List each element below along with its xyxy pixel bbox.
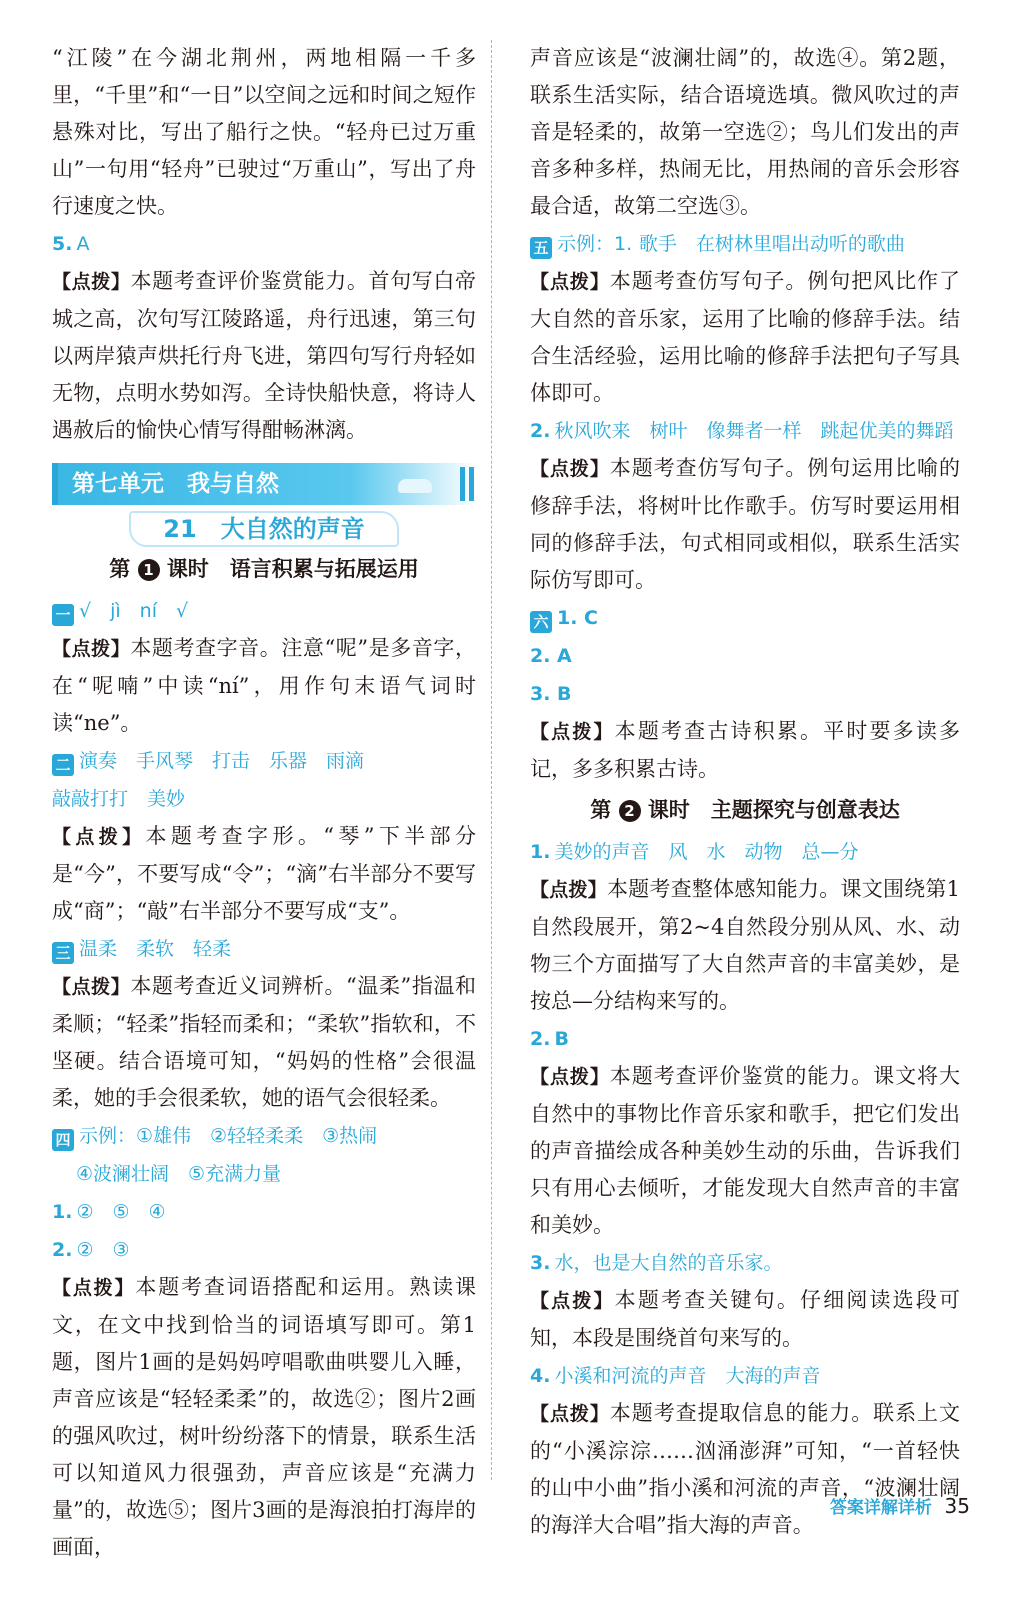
car-icon <box>398 479 432 493</box>
answer-line: 3. 水，也是大自然的音乐家。 <box>530 1252 783 1274</box>
page-number: 35 <box>944 1494 970 1518</box>
banner-bars-decoration <box>456 467 474 515</box>
paragraph: “江陵”在今湖北荆州，两地相隔一千多里，“千里”和“一日”以空间之远和时间之短作悬殊对比，写出了船行之快。“轻舟已过万重山”一句用“轻舟”已驶过“万重山”，写出了舟行速度之快。 <box>52 46 476 218</box>
tip-paragraph: 【点拨】本题考查近义词辨析。“温柔”指温和柔顺；“轻柔”指轻而柔和；“柔软”指软和，不坚硬。结合语境可知，“妈妈的性格”会很温柔，她的手会很柔软，她的语气会很轻柔。 <box>52 974 476 1110</box>
tip-paragraph: 【点拨】本题考查古诗积累。平时要多读多记，多多积累古诗。 <box>530 719 960 781</box>
section-badge: 二 <box>52 754 74 776</box>
lesson-title: 21 大自然的声音 <box>129 511 399 547</box>
answer-line: ④波澜壮阔 ⑤充满力量 <box>76 1163 282 1185</box>
answer-line: 4. 小溪和河流的声音 大海的声音 <box>530 1365 821 1387</box>
section-badge: 四 <box>52 1129 74 1151</box>
section-badge: 一 <box>52 604 74 626</box>
section-badge: 三 <box>52 942 74 964</box>
tip-paragraph: 【点拨】本题考查整体感知能力。课文围绕第1自然段展开，第2~4自然段分别从风、水、动物三个方面描写了大自然声音的丰富美妙，是按总—分结构来写的。 <box>530 877 960 1013</box>
tip-paragraph: 【点拨】本题考查仿写句子。例句把风比作了大自然的音乐家，运用了比喻的修辞手法。结合生活经验，运用比喻的修辞手法把句子写具体即可。 <box>530 269 960 405</box>
answer-line: 1. ② ⑤ ④ <box>52 1201 166 1223</box>
tip-paragraph: 【点拨】本题考查字音。注意“呢”是多音字，在“呢喃”中读“ní”，用作句末语气词时读“ne”。 <box>52 636 476 735</box>
period-title: 第 1 课时 语言积累与拓展运用 <box>109 557 419 581</box>
tip-paragraph: 【点拨】本题考查评价鉴赏能力。首句写白帝城之高，次句写江陵路遥，舟行迅速，第三句以两岸猿声烘托行舟飞进，第四句写行舟轻如无物，点明水势如泻。全诗快船快意，将诗人遇赦后的愉快心情写得酣畅淋漓。 <box>52 269 476 442</box>
answer-line: 四 示例：①雄伟 ②轻轻柔柔 ③热闹 <box>52 1117 476 1155</box>
column-divider <box>491 40 492 1480</box>
right-column <box>530 40 960 1544</box>
section-badge: 六 <box>530 611 552 633</box>
answer-line: 1. 美妙的声音 风 水 动物 总—分 <box>530 841 859 863</box>
answer-line: 五 示例：1. 歌手 在树林里唱出动听的歌曲 <box>530 225 960 263</box>
answer-line: 三 温柔 柔软 轻柔 <box>52 930 476 968</box>
answer-line: 3. B <box>530 683 572 705</box>
answer-line: 2. B <box>530 1028 569 1050</box>
left-column <box>52 40 476 1566</box>
paragraph: 声音应该是“波澜壮阔”的，故选④。第2题，联系生活实际，结合语境选填。微风吹过的声音是轻柔的，故第一空选②；鸟儿们发出的声音多种多样，热闹无比，用热闹的音乐会形容最合适，故第二空选③。 <box>530 46 960 218</box>
page-footer <box>830 1488 970 1524</box>
answer-line: 敲敲打打 美妙 <box>52 788 186 810</box>
footer-label: 答案详解详析 <box>829 1498 932 1518</box>
answer-line: 2. 秋风吹来 树叶 像舞者一样 跳起优美的舞蹈 <box>530 420 954 442</box>
period-number-badge: 2 <box>619 800 641 822</box>
section-badge: 五 <box>530 237 552 259</box>
unit-banner: 第七单元 我与自然 <box>52 463 476 505</box>
tip-paragraph: 【点拨】本题考查字形。“琴”下半部分是“今”，不要写成“令”；“滴”右半部分不要写成“商”；“敲”右半部分不要写成“支”。 <box>52 824 476 923</box>
answer-line: 六 1. C <box>530 599 960 637</box>
answer-line: 2. A <box>530 645 572 667</box>
answer-line: 二 演奏 手风琴 打击 乐器 雨滴 <box>52 742 476 780</box>
tip-paragraph: 【点拨】本题考查词语搭配和运用。熟读课文，在文中找到恰当的词语填写即可。第1题，图片1画的是妈妈哼唱歌曲哄婴儿入睡，声音应该是“轻轻柔柔”的，故选②；图片2画的强风吹过，树叶纷纷落下的情景，联系生活可以知道风力很强劲，声音应该是“充满力量”的，故选⑤；图片3画的是海浪拍打海岸的画面， <box>52 1275 476 1559</box>
period-number-badge: 1 <box>138 559 160 581</box>
answer-line: 一 √ jì ní √ <box>52 592 476 630</box>
answer-line: 5. A <box>52 233 90 255</box>
answer-line: 2. ② ③ <box>52 1239 130 1261</box>
period-title: 第 2 课时 主题探究与创意表达 <box>590 798 900 822</box>
tip-paragraph: 【点拨】本题考查关键句。仔细阅读选段可知，本段是围绕首句来写的。 <box>530 1288 960 1350</box>
tip-paragraph: 【点拨】本题考查仿写句子。例句运用比喻的修辞手法，将树叶比作歌手。仿写时要运用相同的修辞手法，句式相同或相似，联系生活实际仿写即可。 <box>530 456 960 592</box>
tip-paragraph: 【点拨】本题考查提取信息的能力。联系上文的“小溪淙淙……汹涌澎湃”可知，“一首轻快的山中小曲”指小溪和河流的声音，“波澜壮阔的海洋大合唱”指大海的声音。 <box>530 1401 960 1537</box>
tip-paragraph: 【点拨】本题考查评价鉴赏的能力。课文将大自然中的事物比作音乐家和歌手，把它们发出的声音描绘成各种美妙生动的乐曲，告诉我们只有用心去倾听，才能发现大自然声音的丰富和美妙。 <box>530 1064 960 1237</box>
